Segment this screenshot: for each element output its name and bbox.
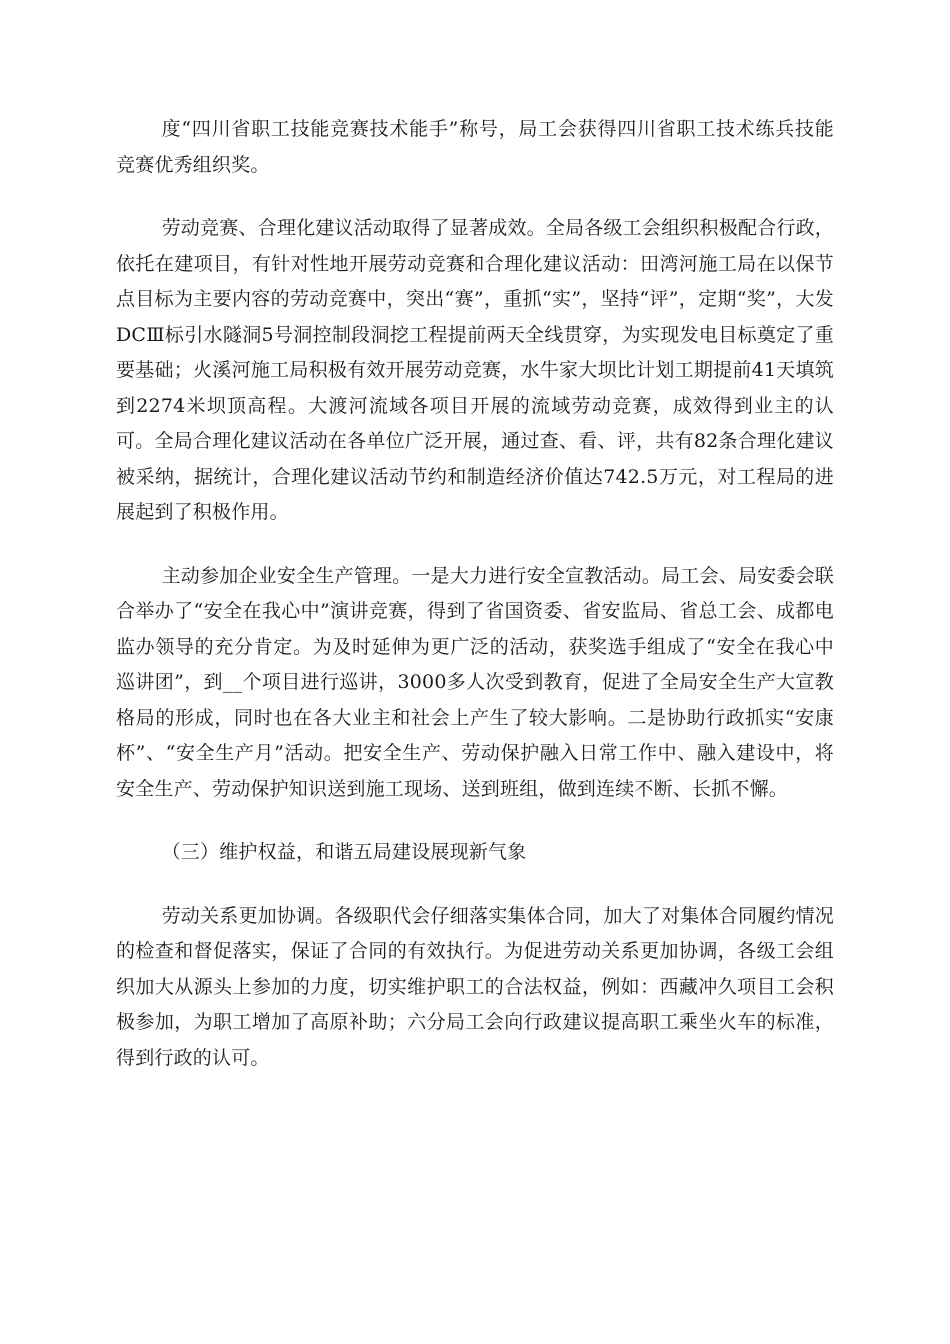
paragraph-safety-management: 主动参加企业安全生产管理。一是大力进行安全宣教活动。局工会、局安委会联合举办了“安全在我心中”演讲竞赛，得到了省国资委、省安监局、省总工会、成都电监办领导的充分肯定。为及时延伸为更广泛的活动，获奖选手组成了“安全在我心中巡讲团”，到__个项目进行巡讲，3000多人次受到教育，促进了全局安全生产大宣教格局的形成，同时也在各大业主和社会上产生了较大影响。二是协助行政抓实“安康杯”、“安全生产月”活动。把安全生产、劳动保护融入日常工作中、融入建设中，将安全生产、劳动保护知识送到施工现场、送到班组，做到连续不断、长抓不懈。: [116, 564, 834, 800]
paragraph-labor-competition: 劳动竞赛、合理化建议活动取得了显著成效。全局各级工会组织积极配合行政，依托在建项目，有针对性地开展劳动竞赛和合理化建议活动：田湾河施工局在以保节点目标为主要内容的劳动竞赛中，突出“赛”，重抓“实”，坚持“评”，定期“奖”，大发DCⅢ标引水隧洞5号洞控制段洞挖工程提前两天全线贯穿，为实现发电目标奠定了重要基础；火溪河施工局积极有效开展劳动竞赛，水牛家大坝比计划工期提前41天填筑到2274米坝顶高程。大渡河流域各项目开展的流域劳动竞赛，成效得到业主的认可。全局合理化建议活动在各单位广泛开展，通过查、看、评，共有82条合理化建议被采纳，据统计，合理化建议活动节约和制造经济价值达742.5万元，对工程局的进展起到了积极作用。: [116, 217, 834, 523]
section-heading: （三）维护权益，和谐五局建设展现新气象: [161, 841, 527, 863]
paragraph-labor-relations: 劳动关系更加协调。各级职代会仔细落实集体合同，加大了对集体合同履约情况的检查和督促落实，保证了合同的有效执行。为促进劳动关系更加协调，各级工会组织加大从源头上参加的力度，切实维护职工的合法权益，例如：西藏冲久项目工会积极参加，为职工增加了高原补助；六分局工会向行政建议提高职工乘坐火车的标准，得到行政的认可。: [116, 904, 834, 1069]
document-body: [116, 112, 834, 1104]
paragraph-award: 度“四川省职工技能竞赛技术能手”称号，局工会获得四川省职工技术练兵技能竞赛优秀组织奖。: [116, 118, 834, 176]
